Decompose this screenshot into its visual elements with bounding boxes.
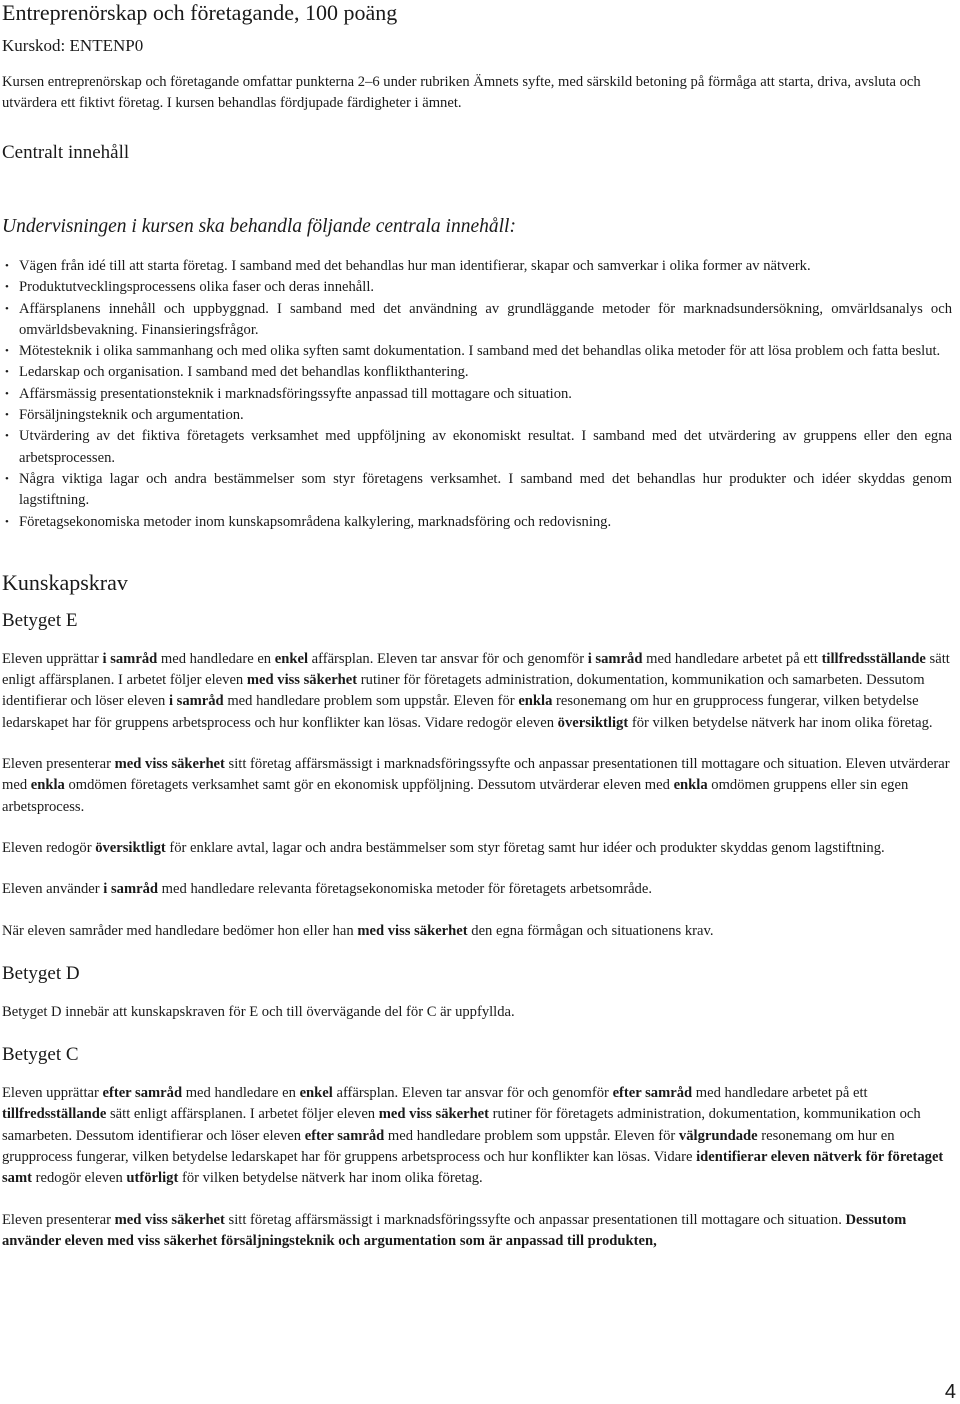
bullet-icon: • (5, 515, 9, 528)
list-item: • Utvärdering av det fiktiva företagets verksamhet med uppföljning av ekonomiskt resultat. I samband med det utvärdering av gruppens eller den egna arbetsprocessen. (5, 428, 952, 466)
emphasis-text: enkla (518, 693, 553, 710)
grade-e-paragraph: Eleven upprättar i samråd med handledare en enkel affärsplan. Eleven tar ansvar för och genomför i samråd med handledare arbetet på ett tillfredsställande sätt enligt affärsplanen. I arbetet följer eleven med viss säkerhet rutiner för företagets administration, dokumentation, kommunikation och samarbeten. Dessutom identifierar och löser eleven i samråd med handledare problem som uppstår. Eleven för enkla resonemang om hur en grupprocess fungerar, vilken betydelse ledarskapet har för gruppens arbetsprocess och hur konflikter kan lösas. Vidare redogör eleven översiktligt för vilken betydelse nätverk har inom olika företag. (2, 650, 950, 731)
emphasis-text: välgrundade (678, 1127, 758, 1144)
emphasis-text: utförligt (126, 1170, 179, 1187)
grade-e-paragraph: När eleven samråder med handledare bedömer hon eller han med viss säkerhet den egna förmågan och situationens krav. (2, 922, 714, 939)
grade-e-paragraph: Eleven använder i samråd med handledare relevanta företagsekonomiska metoder för företagets arbetsområde. (2, 881, 652, 898)
bullet-icon: • (5, 387, 9, 400)
central-content-heading: Centralt innehåll (2, 142, 130, 163)
emphasis-text: med viss säkerhet (114, 1211, 225, 1228)
emphasis-text: i samråd (587, 650, 643, 667)
course-title: Entreprenörskap och företagande, 100 poäng (2, 0, 398, 25)
bullet-icon: • (5, 409, 9, 422)
list-item: • Ledarskap och organisation. I samband med det behandlas konflikthantering. (2, 362, 952, 383)
list-item: • Några viktiga lagar och andra bestämmelser som styr företagens verksamhet. I samband med det behandlas hur produkter och idéer skyddas genom lagstiftning. (5, 470, 952, 509)
emphasis-text: enkel (299, 1085, 333, 1102)
bullet-icon: • (5, 366, 9, 379)
grade-c-heading: Betyget C (2, 1044, 79, 1066)
emphasis-text: efter samråd (612, 1085, 693, 1102)
emphasis-text: identifierar eleven nätverk för företaget samt (2, 1149, 944, 1187)
list-item: • Företagsekonomiska metoder inom kunskapsområdena kalkylering, marknadsföring och redovisning. (2, 512, 952, 533)
bullet-icon: • (5, 345, 9, 358)
list-item: • Försäljningsteknik och argumentation. (2, 405, 952, 426)
emphasis-text: tillfredsställande (2, 1106, 107, 1123)
bullet-icon: • (5, 302, 9, 315)
emphasis-text: efter samråd (102, 1085, 183, 1102)
emphasis-text: med viss säkerhet (378, 1106, 490, 1123)
grade-d-heading: Betyget D (2, 962, 80, 984)
grade-c-paragraph: Eleven presenterar med viss säkerhet sitt företag affärsmässigt i marknadsföringssyfte och anpassar presentationen till mottagare och situation. Dessutom använder eleven med viss säkerhet försäljningsteknik och argumentation som är anpassad till produkten, (2, 1211, 907, 1249)
emphasis-text: enkla (30, 777, 65, 794)
bullet-icon: • (5, 281, 9, 294)
course-code: Kurskod: ENTENP0 (2, 36, 144, 55)
list-item: • Mötesteknik i olika sammanhang och med olika syften samt dokumentation. I samband med det behandlas olika metoder för att lösa problem och fatta beslut. (2, 341, 952, 362)
central-content-list (2, 256, 952, 533)
grade-e-paragraph: Eleven redogör översiktligt för enklare avtal, lagar och andra bestämmelser som styr företag samt hur idéer och produkter skyddas genom lagstiftning. (2, 839, 885, 856)
emphasis-text: med viss säkerhet (246, 672, 358, 689)
bullet-icon: • (5, 430, 9, 443)
list-item: • Vägen från idé till att starta företag. I samband med det behandlas hur man identifierar, skapar och samverkar i olika former av nätverk. (2, 256, 952, 277)
emphasis-text: Dessutom använder eleven med viss säkerhet försäljningsteknik och argumentation som är anpassad till produkten, (2, 1211, 907, 1249)
list-item: • Produktutvecklingsprocessens olika faser och deras innehåll. (2, 277, 952, 298)
emphasis-text: efter samråd (304, 1127, 385, 1144)
emphasis-text: i samråd (102, 650, 158, 667)
emphasis-text: med viss säkerhet (357, 922, 468, 939)
bullet-icon: • (5, 260, 9, 272)
list-item: • Affärsplanens innehåll och uppbyggnad. I samband med det användning av grundläggande metoder för marknadsundersökning, omvärldsanalys och omvärldsbevakning. Finansieringsfrågor. (5, 300, 952, 338)
emphasis-text: i samråd (103, 881, 159, 898)
course-intro: Kursen entreprenörskap och företagande omfattar punkterna 2–6 under rubriken Ämnets syfte, med särskild betoning på förmåga att starta, driva, avsluta och utvärdera ett fiktivt företag. I kursen behandlas fördjupade färdigheter i ämnet. (2, 74, 921, 111)
page-number: 4 (944, 1381, 956, 1403)
emphasis-text: enkla (673, 777, 708, 794)
emphasis-text: enkel (274, 650, 308, 667)
grade-e-heading: Betyget E (2, 609, 78, 631)
grade-e-paragraph: Eleven presenterar med viss säkerhet sitt företag affärsmässigt i marknadsföringssyfte och anpassar presentationen till mottagare och situation. Eleven utvärderar med enkla omdömen företagets verksamhet samt gör en ekonomisk uppföljning. Dessutom utvärderar eleven med enkla omdömen gruppens eller sin egen arbetsprocess. (2, 756, 950, 815)
bullet-icon: • (5, 472, 9, 485)
emphasis-text: i samråd (168, 693, 224, 710)
grade-d-paragraph: Betyget D innebär att kunskapskraven för E och till övervägande del för C är uppfyllda. (2, 1003, 515, 1020)
emphasis-text: med viss säkerhet (114, 756, 225, 773)
central-content-subheading: Undervisningen i kursen ska behandla följande centrala innehåll: (2, 216, 516, 237)
emphasis-text: översiktligt (557, 714, 629, 731)
grade-c-paragraph: Eleven upprättar efter samråd med handledare en enkel affärsplan. Eleven tar ansvar för och genomför efter samråd med handledare arbetet på ett tillfredsställande sätt enligt affärsplanen. I arbetet följer eleven med viss säkerhet rutiner för företagets administration, dokumentation, kommunikation och samarbeten. Dessutom identifierar och löser eleven efter samråd med handledare problem som uppstår. Eleven för välgrundade resonemang om hur en grupprocess fungerar, vilken betydelse ledarskapet har för gruppens arbetsprocess och hur konflikter kan lösas. Vidare identifierar eleven nätverk för företaget samt redogör eleven utförligt för vilken betydelse nätverk har inom olika företag. (2, 1085, 944, 1187)
knowledge-requirements-heading: Kunskapskrav (2, 569, 128, 595)
emphasis-text: översiktligt (95, 839, 166, 856)
emphasis-text: tillfredsställande (821, 650, 926, 667)
list-item: • Affärsmässig presentationsteknik i marknadsföringssyfte anpassad till mottagare och situation. (2, 384, 952, 405)
